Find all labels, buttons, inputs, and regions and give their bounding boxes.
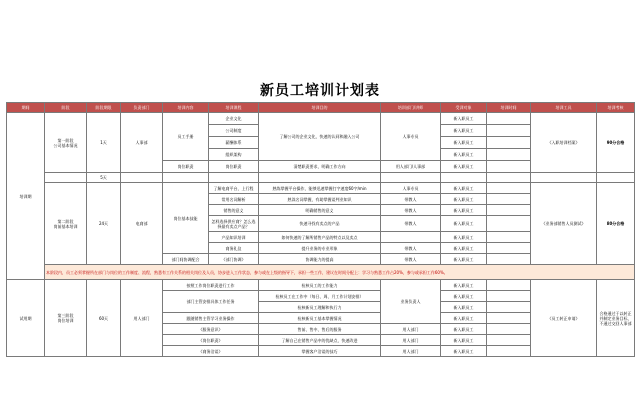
days-cell: 5天 bbox=[87, 173, 121, 183]
content-cell: 部门间协调配合 bbox=[163, 254, 209, 265]
exam-cell: 合格通过于以转正并制定业务目标，不通过交回人事部 bbox=[597, 280, 635, 357]
time-cell bbox=[487, 149, 531, 161]
tool-cell bbox=[531, 173, 597, 183]
tool-cell: 《业务部销售人员测试》 bbox=[531, 183, 597, 265]
purpose-cell: 了解自己在销售产品中的优缺点，快速改进 bbox=[259, 335, 381, 346]
time-cell bbox=[487, 173, 531, 183]
trainer-cell: 人事专员 bbox=[381, 113, 441, 161]
trainee-cell: 新入职员工 bbox=[441, 149, 487, 161]
col-header: 培训内容 bbox=[163, 103, 209, 113]
purpose-cell: 检核新员工理解和执行力 bbox=[259, 302, 381, 313]
exam-cell bbox=[597, 173, 635, 183]
exam-cell: 90分合格 bbox=[597, 113, 635, 173]
trainee-cell: 新入职员工 bbox=[441, 232, 487, 243]
trainee-cell: 新入职员工 bbox=[441, 346, 487, 357]
col-header: 阶段期限 bbox=[87, 103, 121, 113]
time-cell bbox=[487, 254, 531, 265]
table-row bbox=[7, 113, 635, 125]
trainer-cell: 用人部门 bbox=[381, 346, 441, 357]
content-cell: 岗位职责 bbox=[163, 161, 209, 173]
trainer-cell: 业务负责人 bbox=[381, 280, 441, 324]
time-cell bbox=[487, 137, 531, 149]
purpose-cell: 售前、售中、售后的服务 bbox=[259, 324, 381, 335]
purpose-cell: 检核员工的工作能力 bbox=[259, 280, 381, 291]
course-cell: 了解电商平台，上行程 bbox=[209, 183, 259, 194]
content-cell: 《岗位职责》 bbox=[163, 335, 259, 346]
time-cell bbox=[487, 302, 531, 313]
course-cell: 公司制度 bbox=[209, 125, 259, 137]
days-cell: 1天 bbox=[87, 113, 121, 173]
dept-cell: 电商部 bbox=[121, 183, 163, 265]
trainee-cell: 新入职员工 bbox=[441, 161, 487, 173]
trainee-cell: 新入职员工 bbox=[441, 324, 487, 335]
purpose-cell: 快速寻找有卖点的产品 bbox=[259, 216, 381, 232]
trainee-cell: 新入职员工 bbox=[441, 302, 487, 313]
time-cell bbox=[487, 113, 531, 125]
days-cell: 60天 bbox=[87, 280, 121, 357]
trainee-cell: 新入职员工 bbox=[441, 254, 487, 265]
course-cell: 组织架构 bbox=[209, 149, 259, 161]
content-cell: 按照工作岗位职责进行工作 bbox=[163, 280, 259, 291]
time-cell bbox=[487, 243, 531, 254]
purpose-cell: 明确销售的意义 bbox=[259, 205, 381, 216]
purpose-cell: 检核新员工基本掌握情况 bbox=[259, 313, 381, 324]
trainer-cell: 人事专员 bbox=[381, 183, 441, 194]
trainee-cell: 新入职员工 bbox=[441, 137, 487, 149]
content-cell: 员工手册 bbox=[163, 113, 209, 161]
purpose-cell bbox=[259, 173, 381, 183]
trainee-cell: 新入职员工 bbox=[441, 183, 487, 194]
content-cell: 部门主管安排具体工作任务 bbox=[163, 291, 259, 313]
col-header: 培训课程 bbox=[209, 103, 259, 113]
purpose-cell: 提升业务的专业形象 bbox=[259, 243, 381, 254]
course-cell: 《部门协调》 bbox=[209, 254, 259, 265]
table-row bbox=[7, 173, 635, 183]
course-cell: 怎样选择供应商？怎么选择最有卖点产品？ bbox=[209, 216, 259, 232]
trainer-cell: 带教人 bbox=[381, 216, 441, 232]
content-cell bbox=[163, 173, 209, 183]
col-header: 受训对象 bbox=[441, 103, 487, 113]
dept-cell: 用人部门 bbox=[121, 280, 163, 357]
course-cell: 产品知识培训 bbox=[209, 232, 259, 243]
trainee-cell: 新入职员工 bbox=[441, 291, 487, 302]
time-cell bbox=[487, 205, 531, 216]
table-row bbox=[7, 183, 635, 194]
page-title: 新员工培训计划表 bbox=[260, 83, 380, 99]
col-header: 培训工具 bbox=[531, 103, 597, 113]
content-cell: 岗位基本技能 bbox=[163, 183, 209, 254]
content-cell: 跟随销售主管学习业务操作 bbox=[163, 313, 259, 324]
time-cell bbox=[487, 335, 531, 346]
trainer-cell: 带教人 bbox=[381, 194, 441, 205]
period-cell: 培训期 bbox=[7, 113, 45, 280]
time-cell bbox=[487, 216, 531, 232]
course-cell: 薪酬体系 bbox=[209, 137, 259, 149]
col-header: 培训考核 bbox=[597, 103, 635, 113]
time-cell bbox=[487, 313, 531, 324]
tool-cell: 《员工转正申请》 bbox=[531, 280, 597, 357]
col-header: 培训目的 bbox=[259, 103, 381, 113]
trainer-cell: 带教人 bbox=[381, 254, 441, 265]
trainee-cell: 新入职员工 bbox=[441, 113, 487, 125]
stage-cell bbox=[45, 173, 87, 183]
stage-cell: 第二阶段 岗前基本培训 bbox=[45, 183, 87, 265]
col-header: 阶段 bbox=[45, 103, 87, 113]
time-cell bbox=[487, 280, 531, 291]
trainee-cell: 新入职员工 bbox=[441, 280, 487, 291]
trainer-cell bbox=[381, 232, 441, 243]
trainee-cell bbox=[441, 173, 487, 183]
time-cell bbox=[487, 346, 531, 357]
trainer-cell: 用人部门 bbox=[381, 335, 441, 346]
course-cell: 销售的意义 bbox=[209, 205, 259, 216]
course-cell: 商务礼仪 bbox=[209, 243, 259, 254]
exam-cell: 80分合格 bbox=[597, 183, 635, 265]
stage-cell: 第三阶段 岗位培训 bbox=[45, 280, 87, 357]
trainee-cell: 新入职员工 bbox=[441, 194, 487, 205]
table-row bbox=[7, 280, 635, 291]
days-cell: 24天 bbox=[87, 183, 121, 265]
col-header: 负责部门 bbox=[121, 103, 163, 113]
trainer-cell: 带教人 bbox=[381, 243, 441, 254]
time-cell bbox=[487, 125, 531, 137]
purpose-cell: 熟读名词掌握，有助掌握谈判业知识 bbox=[259, 194, 381, 205]
time-cell bbox=[487, 194, 531, 205]
trainer-cell: 用人部门 bbox=[381, 324, 441, 335]
purpose-cell: 检核员工在工作中（每日、周、月工作计划安排） bbox=[259, 291, 381, 302]
time-cell bbox=[487, 183, 531, 194]
content-cell: 《服务意识》 bbox=[163, 324, 259, 335]
time-cell bbox=[487, 291, 531, 302]
trainer-cell bbox=[381, 173, 441, 183]
trainer-cell: 用人部门/人事部 bbox=[381, 161, 441, 173]
purpose-cell: 协调能力的提高 bbox=[259, 254, 381, 265]
col-header: 期间 bbox=[7, 103, 45, 113]
trainer-cell: 带教人 bbox=[381, 205, 441, 216]
trainee-cell: 新入职员工 bbox=[441, 243, 487, 254]
purpose-cell: 清楚职责要求，明确工作方向 bbox=[259, 161, 381, 173]
course-cell: 企业文化 bbox=[209, 113, 259, 125]
purpose-cell: 如何快速的了解所销售产品的特点以及卖点 bbox=[259, 232, 381, 243]
purpose-cell: 掌握客户洽谈的技巧 bbox=[259, 346, 381, 357]
tool-cell: 《入职培训档案》 bbox=[531, 113, 597, 173]
note-row bbox=[7, 265, 635, 280]
dept-cell bbox=[121, 173, 163, 183]
time-cell bbox=[487, 232, 531, 243]
period-cell: 试用期 bbox=[7, 280, 45, 357]
trainee-cell: 新入职员工 bbox=[441, 205, 487, 216]
course-cell: 岗位职责 bbox=[209, 161, 259, 173]
time-cell bbox=[487, 324, 531, 335]
trainee-cell: 新入职员工 bbox=[441, 216, 487, 232]
purpose-cell: 了解公司的企业文化，快速的认同和融入公司 bbox=[259, 113, 381, 161]
time-cell bbox=[487, 161, 531, 173]
trainee-cell: 新入职员工 bbox=[441, 125, 487, 137]
purpose-cell: 熟练掌握平台操作，能够迅速掌握打字速度60字/min bbox=[259, 183, 381, 194]
stage-cell: 第一阶段 公司基本情况 bbox=[45, 113, 87, 173]
content-cell: 《商务洽谈》 bbox=[163, 346, 259, 357]
course-cell bbox=[209, 173, 259, 183]
training-plan-sheet bbox=[6, 80, 634, 357]
course-cell: 常用名词解析 bbox=[209, 194, 259, 205]
header-row bbox=[7, 103, 635, 113]
trainee-cell: 新入职员工 bbox=[441, 335, 487, 346]
col-header: 培训部门/讲师 bbox=[381, 103, 441, 113]
trainee-cell: 新入职员工 bbox=[441, 313, 487, 324]
training-plan-table bbox=[6, 102, 635, 357]
col-header: 培训时间 bbox=[487, 103, 531, 113]
note-text: 本阶段内，员工必须掌握所在部门与岗位的工作制度、流程，熟悉有工作关系的相关岗位及人员，协步进入工作状态，参与或在上级的指导下，承担一些工作，建议在时间分配上：学习与熟悉工作占20%，参与或承担工作60%。 bbox=[45, 265, 635, 280]
dept-cell: 人事部 bbox=[121, 113, 163, 173]
